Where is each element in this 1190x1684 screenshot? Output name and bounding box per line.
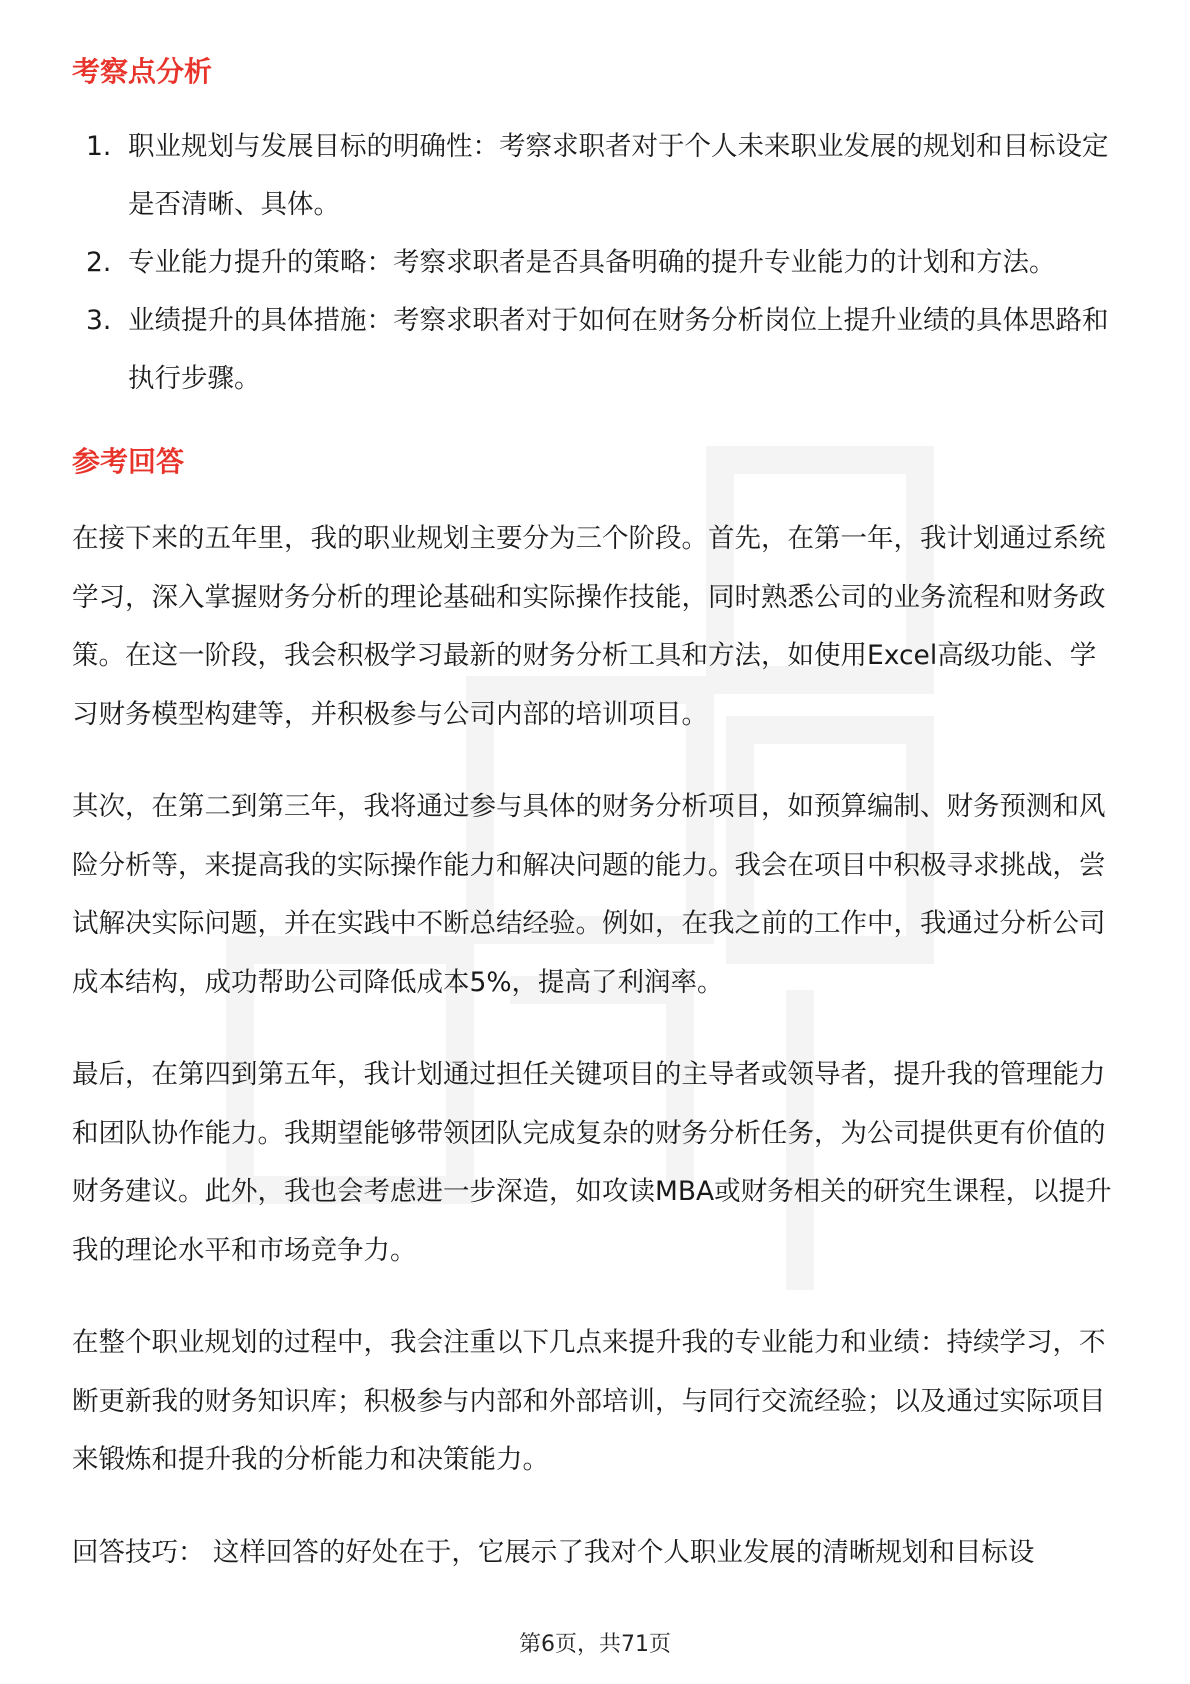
list-item-text: 业绩提升的具体措施：考察求职者对于如何在财务分析岗位上提升业绩的具体思路和执行步骤。 [128,305,1109,394]
main-content [72,48,1122,1582]
answer-tips-paragraph: 回答技巧： 这样回答的好处在于，它展示了我对个人职业发展的清晰规划和目标设 [72,1536,1035,1568]
list-item [72,118,1122,234]
list-item-number: 2. [86,247,112,278]
list-item-number: 3. [86,305,112,336]
list-item-text: 专业能力提升的策略：考察求职者是否具备明确的提升专业能力的计划和方法。 [128,247,1056,278]
answer-paragraph: 其次，在第二到第三年，我将通过参与具体的财务分析项目，如预算编制、财务预测和风险分析等，来提高我的实际操作能力和解决问题的能力。我会在项目中积极寻求挑战，尝试解决实际问题，并在实践中不断总结经验。例如，在我之前的工作中，我通过分析公司成本结构，成功帮助公司降低成本5%，提高了利润率。 [72,791,1106,998]
list-item-text: 职业规划与发展目标的明确性：考察求职者对于个人未来职业发展的规划和目标设定是否清晰、具体。 [128,131,1109,220]
list-item [72,292,1122,408]
page-number-footer: 第6页，共71页 [519,1632,671,1657]
answer-paragraph: 在整个职业规划的过程中，我会注重以下几点来提升我的专业能力和业绩：持续学习，不断更新我的财务知识库；积极参与内部和外部培训，与同行交流经验；以及通过实际项目来锻炼和提升我的分析能力和决策能力。 [72,1327,1106,1475]
analysis-heading: 考察点分析 [72,55,213,88]
answer-paragraph: 在接下来的五年里，我的职业规划主要分为三个阶段。首先，在第一年，我计划通过系统学习，深入掌握财务分析的理论基础和实际操作技能，同时熟悉公司的业务流程和财务政策。在这一阶段，我会积极学习最新的财务分析工具和方法，如使用Excel高级功能、学习财务模型构建等，并积极参与公司内部的培训项目。 [72,523,1106,730]
list-item-number: 1. [86,131,112,162]
answer-paragraph: 最后，在第四到第五年，我计划通过担任关键项目的主导者或领导者，提升我的管理能力和团队协作能力。我期望能够带领团队完成复杂的财务分析任务，为公司提供更有价值的财务建议。此外，我也会考虑进一步深造，如攻读MBA或财务相关的研究生课程，以提升我的理论水平和市场竞争力。 [72,1059,1112,1266]
list-item [72,234,1122,292]
answer-heading: 参考回答 [72,445,185,478]
analysis-list [72,118,1122,408]
